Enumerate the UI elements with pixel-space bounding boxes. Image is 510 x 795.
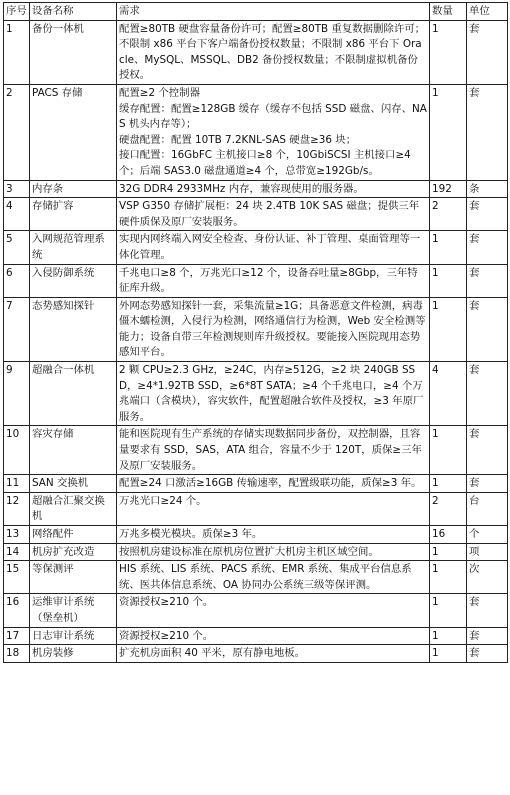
row-no: 12 bbox=[4, 492, 30, 525]
table-header-row bbox=[4, 3, 508, 21]
row-quantity: 1 bbox=[430, 594, 467, 627]
row-requirement bbox=[117, 264, 430, 297]
row-quantity: 1 bbox=[430, 627, 467, 645]
table-row bbox=[4, 627, 508, 645]
row-quantity: 2 bbox=[430, 492, 467, 525]
row-name: 容灾存储 bbox=[30, 426, 117, 475]
row-requirement bbox=[117, 20, 430, 84]
row-quantity: 16 bbox=[430, 526, 467, 544]
row-name: 超融合一体机 bbox=[30, 362, 117, 426]
row-unit: 套 bbox=[467, 475, 508, 493]
row-unit: 套 bbox=[467, 594, 508, 627]
equipment-requirements-table bbox=[3, 2, 508, 663]
row-no: 3 bbox=[4, 180, 30, 198]
row-no: 14 bbox=[4, 543, 30, 561]
table-row bbox=[4, 543, 508, 561]
row-requirement bbox=[117, 198, 430, 231]
header-name: 设备名称 bbox=[30, 3, 117, 21]
row-requirement bbox=[117, 645, 430, 663]
table-row bbox=[4, 180, 508, 198]
row-requirement bbox=[117, 475, 430, 493]
table-row bbox=[4, 198, 508, 231]
requirement-line: VSP G350 存储扩展柜：24 块 2.4TB 10K SAS 磁盘；提供三年硬件质保及原厂安装服务。 bbox=[119, 200, 420, 228]
row-no: 1 bbox=[4, 20, 30, 84]
requirement-line: 万兆多模光模块。质保≥3 年。 bbox=[119, 528, 263, 540]
requirement-line: 千兆电口≥8 个，万兆光口≥12 个，设备吞吐量≥8Gbp，三年特征库升级。 bbox=[119, 266, 418, 295]
header-no: 序号 bbox=[4, 3, 30, 21]
row-requirement bbox=[117, 594, 430, 627]
row-quantity: 1 bbox=[430, 475, 467, 493]
requirement-line: 配置≥24 口激活≥16GB 传输速率，配置级联功能，质保≥3 年。 bbox=[119, 477, 422, 490]
row-requirement bbox=[117, 231, 430, 264]
requirement-line: 32G DDR4 2933MHz 内存，兼容现使用的服务器。 bbox=[119, 182, 364, 195]
row-name: 日志审计系统 bbox=[30, 627, 117, 645]
table-row bbox=[4, 645, 508, 663]
requirement-line: 资源授权≥210 个。 bbox=[119, 629, 214, 642]
requirement-line: 缓存配置：配置≥128GB 缓存（缓存不包括 SSD 磁盘、闪存、NAS 机头内存等）； bbox=[119, 102, 427, 131]
row-no: 5 bbox=[4, 231, 30, 264]
row-unit: 套 bbox=[467, 264, 508, 297]
table-row bbox=[4, 20, 508, 84]
row-requirement bbox=[117, 561, 430, 594]
requirement-line: 2 颗 CPU≥2.3 GHz，≥24C，内存≥512G，≥2 块 240GB SSD，≥4*1.92TB SSD，≥6*8T SATA；≥4 个千兆电口，≥4 个万兆端口（含模块），容灾软件，配置超融合软件及授权，≥3 年原厂服务。 bbox=[119, 364, 424, 423]
requirement-line: 外网态势感知探针一套，采集流量≥1G；具备恶意文件检测，病毒僵木蠕检测，入侵行为检测，网络通信行为检测，Web 安全检测等能力；设备自带三年检测规则库升级授权。要能接入医院现用态势感知平台。 bbox=[119, 299, 426, 359]
row-unit: 次 bbox=[467, 561, 508, 594]
table-row bbox=[4, 594, 508, 627]
row-requirement bbox=[117, 426, 430, 475]
row-quantity: 1 bbox=[430, 20, 467, 84]
row-name: 网络配件 bbox=[30, 526, 117, 544]
row-no: 2 bbox=[4, 84, 30, 180]
row-requirement bbox=[117, 180, 430, 198]
requirement-line: 接口配置：16GbFC 主机接口≥8 个，10GbiSCSI 主机接口≥4 个；后端 SAS3.0 磁盘通道≥4 个，总带宽≥192Gb/s。 bbox=[119, 149, 411, 177]
row-name: 超融合汇聚交换机 bbox=[30, 492, 117, 525]
row-requirement bbox=[117, 526, 430, 544]
row-unit: 项 bbox=[467, 543, 508, 561]
row-requirement bbox=[117, 362, 430, 426]
row-quantity: 1 bbox=[430, 561, 467, 594]
row-unit: 套 bbox=[467, 645, 508, 663]
row-name: 机房装修 bbox=[30, 645, 117, 663]
row-requirement bbox=[117, 297, 430, 361]
requirement-line: HIS 系统、LIS 系统、PACS 系统、EMR 系统、集成平台信息系统、医共体信息系统、OA 协同办公系统三级等保评测。 bbox=[119, 563, 412, 591]
row-name: 入网规范管理系统 bbox=[30, 231, 117, 264]
row-requirement bbox=[117, 492, 430, 525]
row-unit: 条 bbox=[467, 180, 508, 198]
row-unit: 套 bbox=[467, 627, 508, 645]
row-name: SAN 交换机 bbox=[30, 475, 117, 493]
header-requirement: 需求 bbox=[117, 3, 430, 21]
row-no: 13 bbox=[4, 526, 30, 544]
row-quantity: 4 bbox=[430, 362, 467, 426]
row-no: 16 bbox=[4, 594, 30, 627]
table-row bbox=[4, 362, 508, 426]
header-quantity: 数量 bbox=[430, 3, 467, 21]
row-requirement bbox=[117, 543, 430, 561]
row-unit: 套 bbox=[467, 198, 508, 231]
table-row bbox=[4, 297, 508, 361]
table-row bbox=[4, 561, 508, 594]
row-quantity: 1 bbox=[430, 645, 467, 663]
row-no: 6 bbox=[4, 264, 30, 297]
requirement-line: 配置≥80TB 硬盘容量备份许可；配置≥80TB 重复数据删除许可；不限制 x86 平台下客户端备份授权数量；不限制 x86 平台下 Oracle、MySQL、MSSQL、DB2 备份授权数量；不限制虚拟机备份授权。 bbox=[119, 22, 426, 82]
table-row bbox=[4, 475, 508, 493]
row-name: 存储扩容 bbox=[30, 198, 117, 231]
row-quantity: 2 bbox=[430, 198, 467, 231]
row-quantity: 1 bbox=[430, 231, 467, 264]
requirement-line: 硬盘配置：配置 10TB 7.2KNL-SAS 硬盘≥36 块； bbox=[119, 133, 357, 146]
row-requirement bbox=[117, 627, 430, 645]
row-name: 备份一体机 bbox=[30, 20, 117, 84]
row-no: 10 bbox=[4, 426, 30, 475]
requirement-line: 扩充机房面积 40 平米，原有静电地板。 bbox=[119, 647, 306, 660]
table-row bbox=[4, 426, 508, 475]
requirement-line: 资源授权≥210 个。 bbox=[119, 596, 214, 609]
row-unit: 套 bbox=[467, 426, 508, 475]
row-quantity: 1 bbox=[430, 84, 467, 180]
row-no: 4 bbox=[4, 198, 30, 231]
row-no: 9 bbox=[4, 362, 30, 426]
row-no: 7 bbox=[4, 297, 30, 361]
row-unit: 台 bbox=[467, 492, 508, 525]
requirement-line: 万兆光口≥24 个。 bbox=[119, 494, 207, 507]
row-unit: 套 bbox=[467, 84, 508, 180]
row-quantity: 1 bbox=[430, 264, 467, 297]
row-no: 15 bbox=[4, 561, 30, 594]
row-unit: 套 bbox=[467, 362, 508, 426]
row-quantity: 1 bbox=[430, 297, 467, 361]
row-quantity: 1 bbox=[430, 426, 467, 475]
requirement-line: 实现内网终端入网安全检查、身份认证、补丁管理、桌面管理等一体化管理。 bbox=[119, 233, 421, 261]
row-name: 等保测评 bbox=[30, 561, 117, 594]
row-requirement bbox=[117, 84, 430, 180]
row-unit: 套 bbox=[467, 297, 508, 361]
row-name: 入侵防御系统 bbox=[30, 264, 117, 297]
row-quantity: 1 bbox=[430, 543, 467, 561]
row-unit: 个 bbox=[467, 526, 508, 544]
row-name: 内存条 bbox=[30, 180, 117, 198]
requirement-line: 能和医院现有生产系统的存储实现数据同步备份，双控制器，且容量要求有 SSD，SAS，ATA 组合，容量不少于 120T，质保≥三年及原厂安装服务。 bbox=[119, 428, 422, 472]
row-no: 11 bbox=[4, 475, 30, 493]
table-row bbox=[4, 84, 508, 180]
row-quantity: 192 bbox=[430, 180, 467, 198]
row-name: 运维审计系统（堡垒机） bbox=[30, 594, 117, 627]
table-row bbox=[4, 526, 508, 544]
table-row bbox=[4, 231, 508, 264]
row-name: 态势感知探针 bbox=[30, 297, 117, 361]
table-row bbox=[4, 264, 508, 297]
row-name: 机房扩充改造 bbox=[30, 543, 117, 561]
row-no: 17 bbox=[4, 627, 30, 645]
row-unit: 套 bbox=[467, 231, 508, 264]
requirement-line: 配置≥2 个控制器 bbox=[119, 86, 200, 99]
header-unit: 单位 bbox=[467, 3, 508, 21]
row-unit: 套 bbox=[467, 20, 508, 84]
table-row bbox=[4, 492, 508, 525]
row-no: 18 bbox=[4, 645, 30, 663]
row-name: PACS 存储 bbox=[30, 84, 117, 180]
requirement-line: 按照机房建设标准在原机房位置扩大机房主机区域空间。 bbox=[119, 545, 379, 558]
